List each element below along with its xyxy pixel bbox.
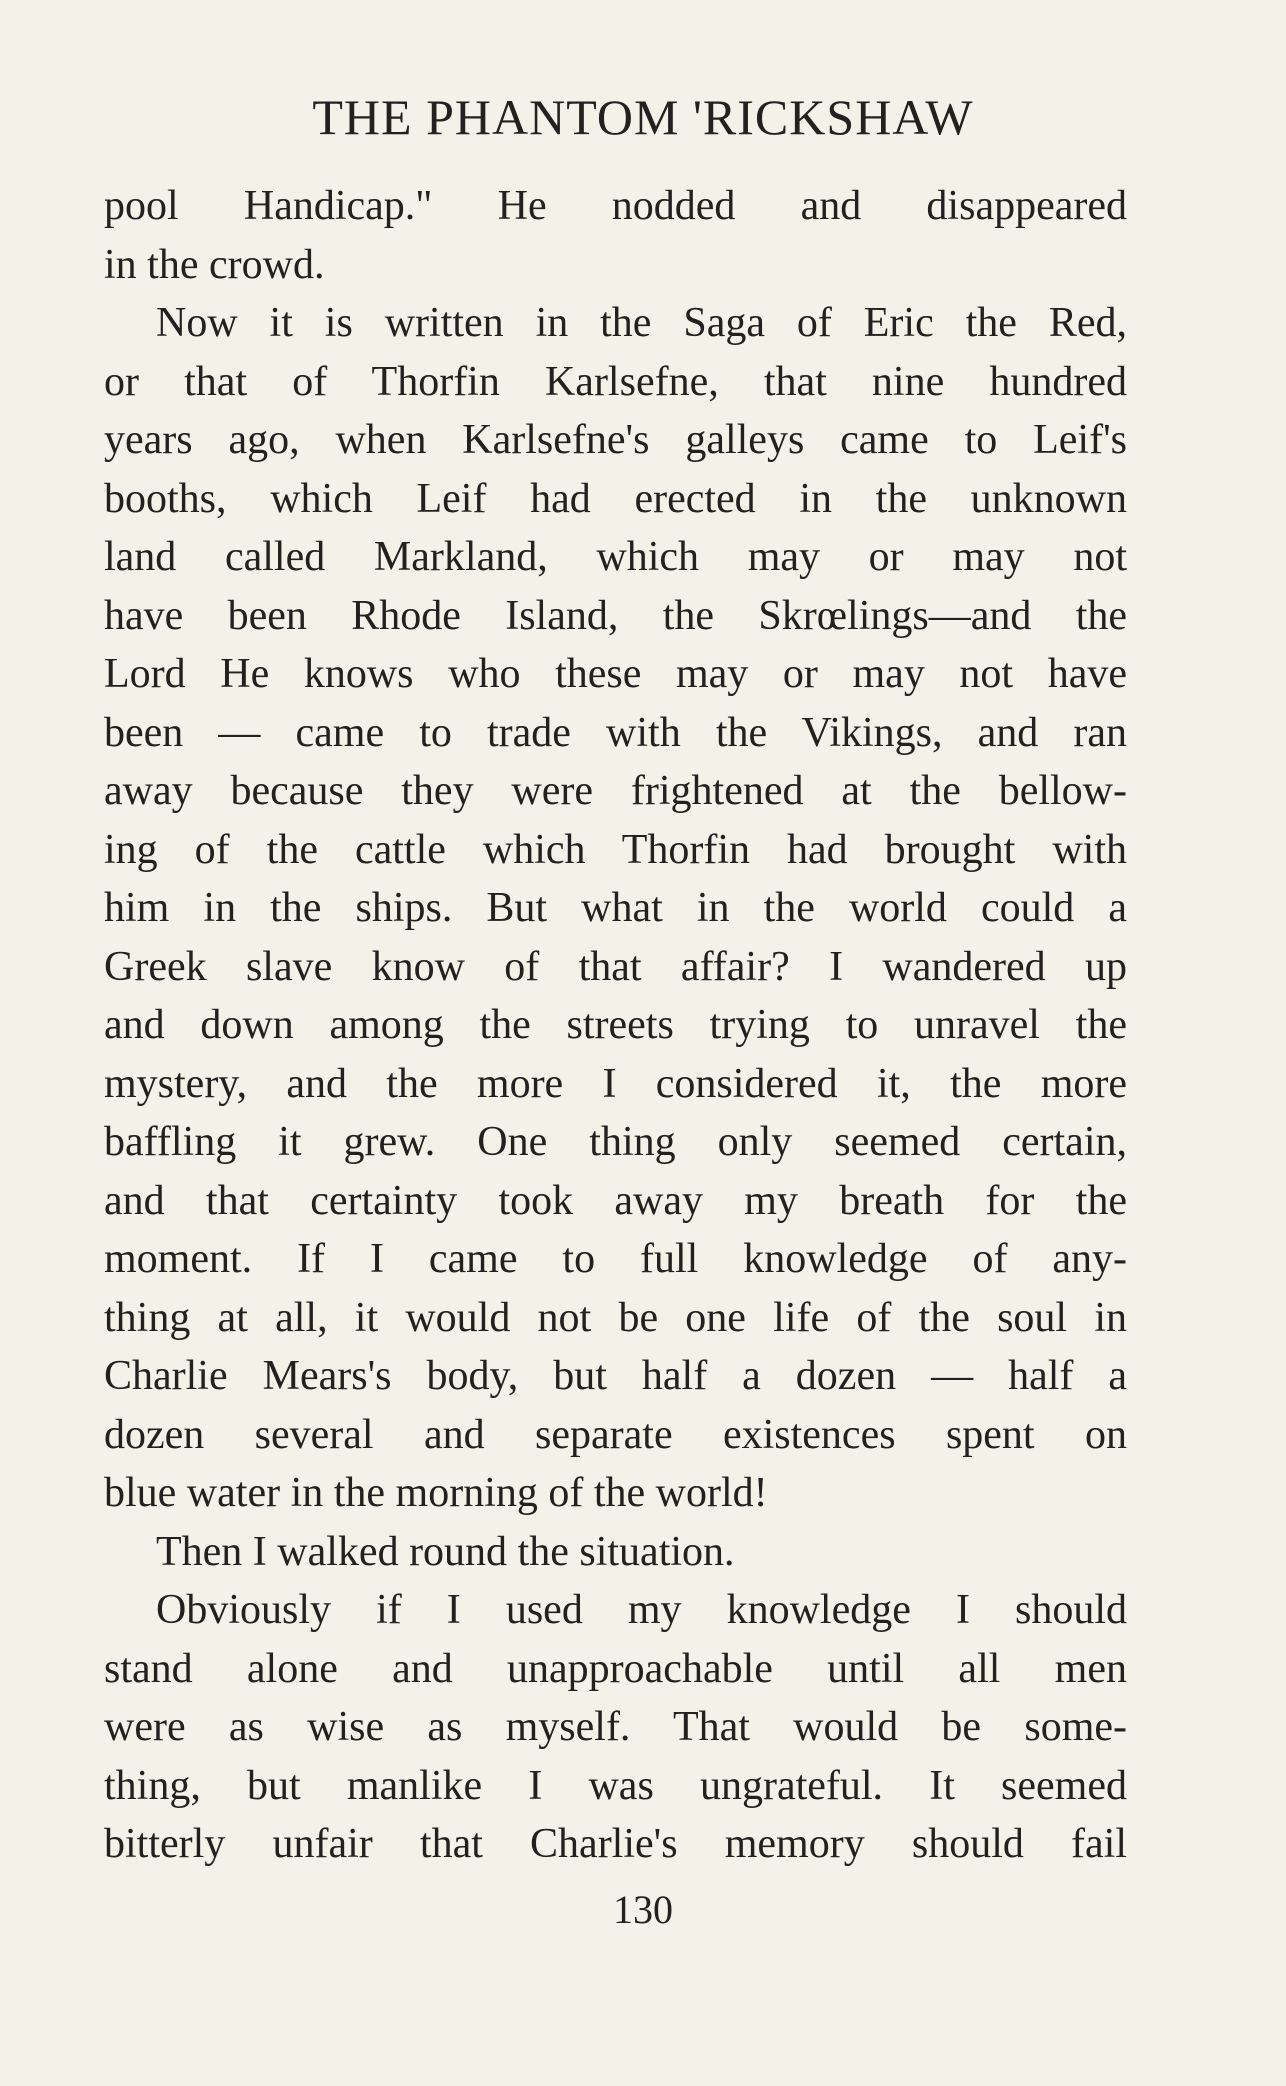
text-line: booths, which Leif had erected in the unknown	[104, 475, 1127, 522]
text-line: ing of the cattle which Thorfin had brought with	[104, 826, 1127, 873]
text-line: moment. If I came to full knowledge of any-	[104, 1236, 1127, 1282]
text-line: mystery, and the more I considered it, the more	[104, 1060, 1127, 1107]
running-head: THE PHANTOM 'RICKSHAW	[312, 89, 974, 145]
text-line: away because they were frightened at the bellow-	[104, 768, 1127, 814]
page-number: 130	[613, 1887, 673, 1932]
text-line: dozen several and separate existences spent on	[104, 1411, 1127, 1458]
text-line: or that of Thorfin Karlsefne, that nine hundred	[104, 358, 1127, 405]
text-line: Greek slave know of that affair? I wandered up	[104, 943, 1127, 990]
text-line: thing, but manlike I was ungrateful. It seemed	[104, 1762, 1127, 1809]
text-line: baffling it grew. One thing only seemed certain,	[104, 1119, 1127, 1165]
text-line: stand alone and unapproachable until all men	[104, 1645, 1127, 1692]
text-line: in the crowd.	[104, 241, 325, 288]
text-line: Then I walked round the situation.	[156, 1528, 735, 1575]
text-line: blue water in the morning of the world!	[104, 1470, 768, 1516]
text-line: Charlie Mears's body, but half a dozen — half a	[104, 1353, 1127, 1399]
text-line: pool Handicap." He nodded and disappeared	[104, 183, 1127, 229]
text-line: and down among the streets trying to unravel the	[104, 1002, 1127, 1048]
text-line: Lord He knows who these may or may not have	[104, 651, 1127, 697]
text-line: him in the ships. But what in the world could a	[104, 885, 1127, 931]
text-line: land called Markland, which may or may not	[104, 534, 1127, 580]
text-line: were as wise as myself. That would be some-	[104, 1704, 1127, 1750]
text-line: Obviously if I used my knowledge I should	[156, 1587, 1127, 1633]
text-line: and that certainty took away my breath for the	[104, 1177, 1127, 1224]
text-line: been — came to trade with the Vikings, and ran	[104, 709, 1127, 756]
body-text	[104, 177, 1127, 1874]
text-line: bitterly unfair that Charlie's memory should fail	[104, 1821, 1127, 1867]
text-line: Now it is written in the Saga of Eric the Red,	[156, 300, 1127, 346]
text-line: years ago, when Karlsefne's galleys came to Leif's	[104, 417, 1127, 463]
text-line: thing at all, it would not be one life of the soul in	[104, 1294, 1127, 1341]
text-line: have been Rhode Island, the Skrœlings—and the	[104, 592, 1127, 639]
